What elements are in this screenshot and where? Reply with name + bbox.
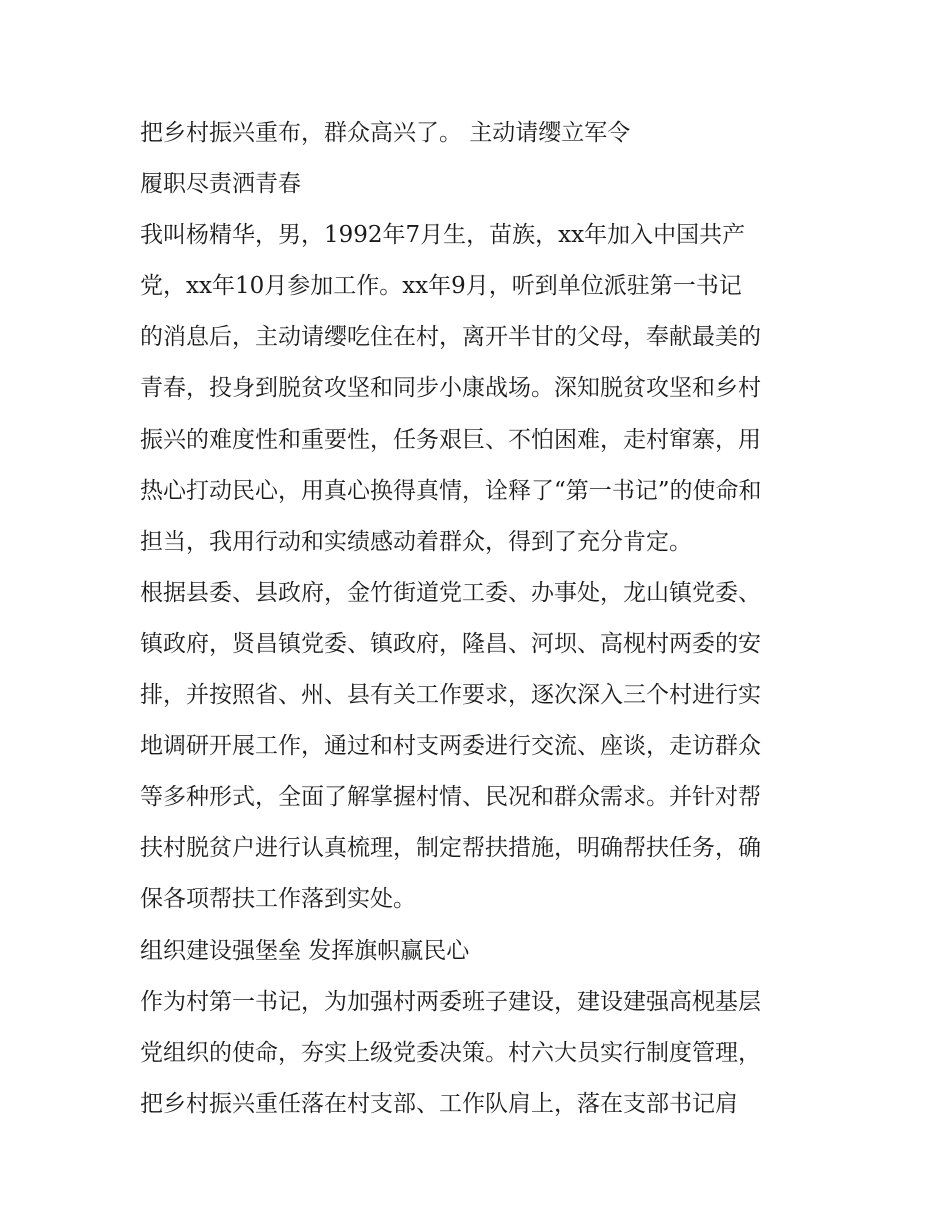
text-line-10: 根据县委、县政府，金竹街道党工委、办事处，龙山镇党委、: [140, 579, 761, 606]
text-line-5: 的消息后，主动请缨吃住在村，离开半甘的父母，奉献最美的: [140, 324, 761, 351]
text-line-3: 我叫杨精华，男，1992年7月生，苗族，xx年加入中国共产: [140, 222, 746, 249]
text-line-20: 把乡村振兴重任落在村支部、工作队肩上，落在支部书记肩: [140, 1090, 738, 1117]
text-line-16: 保各项帮扶工作落到实处。: [140, 886, 416, 913]
text-line-4: 党，xx年10月参加工作。xx年9月，听到单位派驻第一书记: [140, 273, 742, 300]
section-heading-line-2: 组织建设强堡垒 发挥旗帜赢民心: [140, 937, 470, 964]
text-line-6: 青春，投身到脱贫攻坚和同步小康战场。深知脱贫攻坚和乡村: [140, 375, 761, 402]
text-line-18: 作为村第一书记，为加强村两委班子建设，建设建强高枧基层: [140, 988, 761, 1015]
text-line-19: 党组织的使命，夯实上级党委决策。村六大员实行制度管理，: [140, 1039, 761, 1066]
text-line-11: 镇政府，贤昌镇党委、镇政府，隆昌、河坝、高枧村两委的安: [140, 630, 761, 657]
document-body: [140, 108, 820, 1130]
text-line-14: 等多种形式，全面了解掌握村情、民况和群众需求。并针对帮: [140, 784, 761, 811]
text-line-13: 地调研开展工作，通过和村支两委进行交流、座谈，走访群众: [140, 733, 761, 760]
text-line-15: 扶村脱贫户进行认真梳理，制定帮扶措施，明确帮扶任务，确: [140, 835, 761, 862]
text-line-8: 热心打动民心，用真心换得真情，诠释了“第一书记”的使命和: [140, 477, 762, 504]
text-line-1: 把乡村振兴重布，群众高兴了。 主动请缨立军令: [140, 120, 631, 146]
section-heading-line-1: 履职尽责洒青春: [140, 171, 301, 198]
text-line-12: 排，并按照省、州、县有关工作要求，逐次深入三个村进行实: [140, 682, 761, 709]
text-line-7: 振兴的难度性和重要性，任务艰巨、不怕困难，走村窜寨，用: [140, 426, 761, 453]
text-line-9: 担当，我用行动和实绩感动着群众，得到了充分肯定。: [140, 528, 692, 555]
